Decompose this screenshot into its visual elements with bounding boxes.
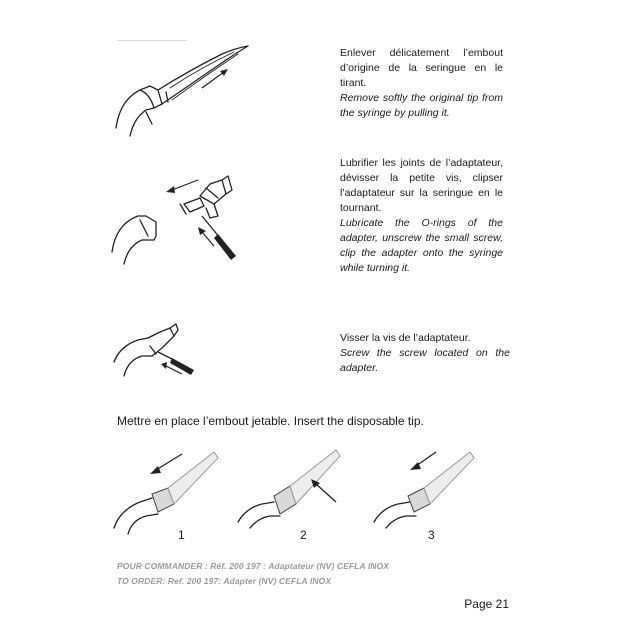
- direction-arrow-icon: [166, 180, 198, 193]
- insert-arrow-icon: [150, 454, 182, 474]
- illustration-tip-step-1: [112, 446, 222, 536]
- step-2-french: Lubrifier les joints de l’adaptateur, dévisser la petite vis, clipser l’adaptateur sur la seringue en le tournant.: [340, 157, 503, 214]
- sub-step-number-1: 1: [178, 528, 185, 542]
- pull-arrow-icon: [202, 69, 228, 88]
- step-1-text: [340, 46, 503, 121]
- sub-step-number-2: 2: [300, 528, 307, 542]
- step-1-french: Enlever délicatement l’embout d’origine de la seringue en le tirant.: [340, 47, 503, 89]
- illustration-tip-step-2: [236, 446, 346, 536]
- illustration-screw-adapter: [110, 316, 220, 386]
- illustration-tip-step-3: [372, 446, 482, 536]
- step-2-text: [340, 156, 503, 276]
- order-reference-english: TO ORDER: Ref. 200 197: Adapter (NV) CEFLA INOX: [117, 576, 332, 586]
- insert-instruction: Mettre en place l’embout jetable. Insert the disposable tip.: [117, 414, 424, 428]
- step-3-french: Visser la vis de l’adaptateur.: [340, 332, 471, 344]
- step-3-english: Screw the screw located on the adapter.: [340, 347, 510, 374]
- rotation-arrow-icon: [198, 227, 214, 246]
- page-number: Page 21: [464, 597, 509, 611]
- illustration-remove-tip: [110, 38, 270, 138]
- insert-arrow-icon: [410, 452, 436, 470]
- push-arrow-icon: [311, 479, 336, 502]
- step-2-english: Lubricate the O-rings of the adapter, unscrew the small screw, clip the adapter onto the syringe while turning it.: [340, 217, 503, 274]
- illustration-adapter: [110, 160, 270, 270]
- sub-step-number-3: 3: [428, 528, 435, 542]
- order-reference-french: POUR COMMANDER : Réf. 200 197 : Adaptateur (NV) CEFLA INOX: [117, 561, 390, 571]
- step-1-english: Remove softly the original tip from the syringe by pulling it.: [340, 92, 503, 119]
- step-3-text: [340, 331, 510, 376]
